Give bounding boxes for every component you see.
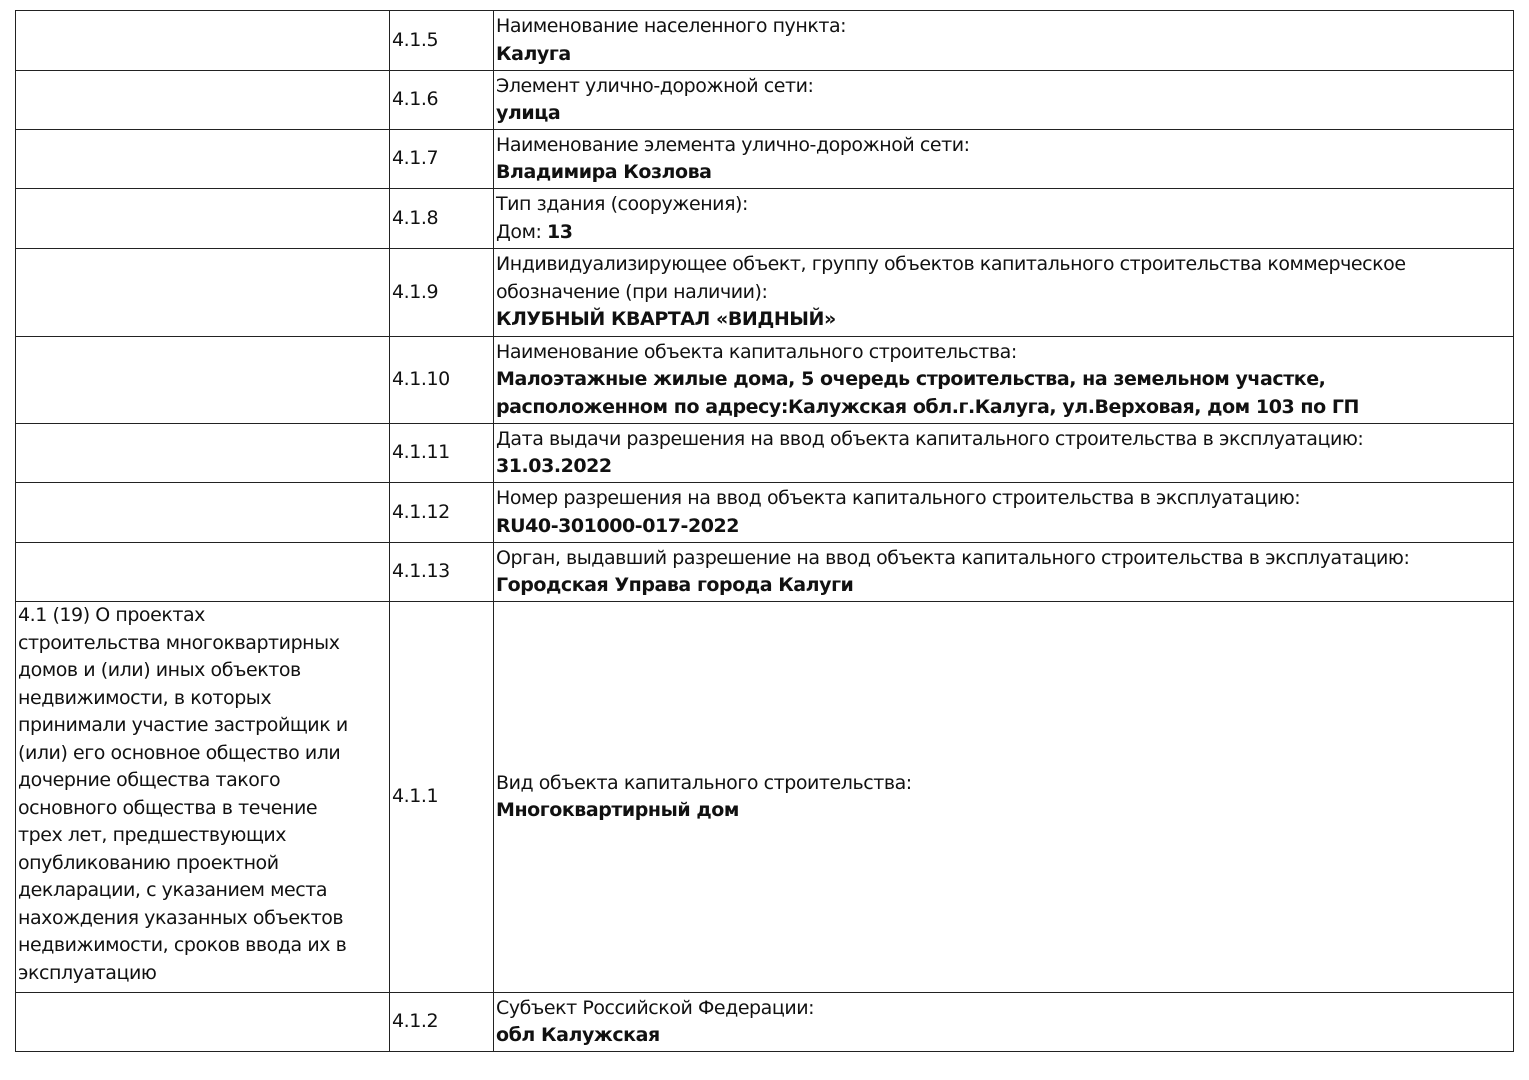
item-number: 4.1.7 bbox=[390, 130, 494, 189]
item-value-prefix: Дом: bbox=[496, 220, 547, 243]
item-number: 4.1.1 bbox=[390, 602, 494, 993]
table-row bbox=[16, 424, 1514, 483]
item-content bbox=[494, 249, 1514, 337]
item-number: 4.1.6 bbox=[390, 71, 494, 130]
table-row bbox=[16, 483, 1514, 543]
item-label: Номер разрешения на ввод объекта капитального строительства в эксплуатацию: bbox=[496, 487, 1301, 509]
section-cell bbox=[16, 337, 390, 424]
table-row bbox=[16, 249, 1514, 337]
table-row bbox=[16, 337, 1514, 424]
item-value: улица bbox=[496, 102, 561, 124]
item-content bbox=[494, 71, 1514, 130]
table-row bbox=[16, 130, 1514, 189]
item-value: 31.03.2022 bbox=[496, 455, 612, 477]
section-cell bbox=[16, 483, 390, 543]
item-label: Вид объекта капитального строительства: bbox=[496, 771, 912, 794]
item-value: Многоквартирный дом bbox=[496, 799, 739, 821]
item-label: Элемент улично-дорожной сети: bbox=[496, 74, 814, 97]
item-number: 4.1.2 bbox=[390, 993, 494, 1052]
table-row bbox=[16, 189, 1514, 249]
item-number: 4.1.13 bbox=[390, 543, 494, 602]
declaration-table bbox=[15, 10, 1514, 1052]
section-cell: 4.1 (19) О проектах строительства многоквартирных домов и (или) иных объектов недвижимости, в которых принимали участие застройщик и (или) его основное общество или дочерние общества такого основного общества в течение трех лет, предшествующих опубликованию проектной декларации, с указанием места нахождения указанных объектов недвижимости, сроков ввода их в эксплуатацию bbox=[16, 602, 390, 993]
item-label: Наименование элемента улично-дорожной сети: bbox=[496, 133, 970, 156]
section-cell bbox=[16, 130, 390, 189]
item-content bbox=[494, 130, 1514, 189]
section-cell bbox=[16, 993, 390, 1052]
section-cell bbox=[16, 11, 390, 71]
item-value: Владимира Козлова bbox=[496, 161, 712, 183]
item-label: Индивидуализирующее объект, группу объектов капитального строительства коммерческое обозначение (при наличии): bbox=[496, 253, 1406, 303]
section-cell bbox=[16, 424, 390, 483]
item-content bbox=[494, 602, 1514, 993]
section-cell bbox=[16, 249, 390, 337]
item-label: Тип здания (сооружения): bbox=[496, 193, 748, 215]
item-value: Калуга bbox=[496, 42, 571, 65]
item-value: КЛУБНЫЙ КВАРТАЛ «ВИДНЫЙ» bbox=[496, 308, 836, 331]
item-number: 4.1.11 bbox=[390, 424, 494, 483]
item-content bbox=[494, 337, 1514, 424]
item-value: RU40-301000-017-2022 bbox=[496, 514, 740, 537]
table-row bbox=[16, 543, 1514, 602]
item-value: Городская Управа города Калуги bbox=[496, 574, 854, 596]
item-content bbox=[494, 993, 1514, 1052]
item-label: Субъект Российской Федерации: bbox=[496, 996, 815, 1019]
table-row bbox=[16, 602, 1514, 993]
item-value bbox=[496, 219, 1513, 247]
item-number: 4.1.12 bbox=[390, 483, 494, 543]
item-content bbox=[494, 189, 1514, 249]
table-row bbox=[16, 11, 1514, 71]
item-content bbox=[494, 424, 1514, 483]
item-label: Наименование объекта капитального строительства: bbox=[496, 340, 1017, 363]
item-label: Наименование населенного пункта: bbox=[496, 15, 847, 37]
item-content bbox=[494, 483, 1514, 543]
section-cell bbox=[16, 543, 390, 602]
section-cell bbox=[16, 189, 390, 249]
item-number: 4.1.9 bbox=[390, 249, 494, 337]
item-label: Орган, выдавший разрешение на ввод объекта капитального строительства в эксплуатацию: bbox=[496, 546, 1410, 569]
item-number: 4.1.10 bbox=[390, 337, 494, 424]
item-label: Дата выдачи разрешения на ввод объекта капитального строительства в эксплуатацию: bbox=[496, 427, 1364, 450]
section-cell bbox=[16, 71, 390, 130]
item-number: 4.1.5 bbox=[390, 11, 494, 71]
item-value-text: 13 bbox=[547, 220, 573, 243]
item-content bbox=[494, 11, 1514, 71]
item-content bbox=[494, 543, 1514, 602]
table-row bbox=[16, 71, 1514, 130]
item-number: 4.1.8 bbox=[390, 189, 494, 249]
table-row bbox=[16, 993, 1514, 1052]
item-value: обл Калужская bbox=[496, 1024, 660, 1046]
item-value: Малоэтажные жилые дома, 5 очередь строительства, на земельном участке, расположенном по адресу:Калужская обл.г.Калуга, ул.Верховая, дом 103 по ГП bbox=[496, 368, 1359, 418]
